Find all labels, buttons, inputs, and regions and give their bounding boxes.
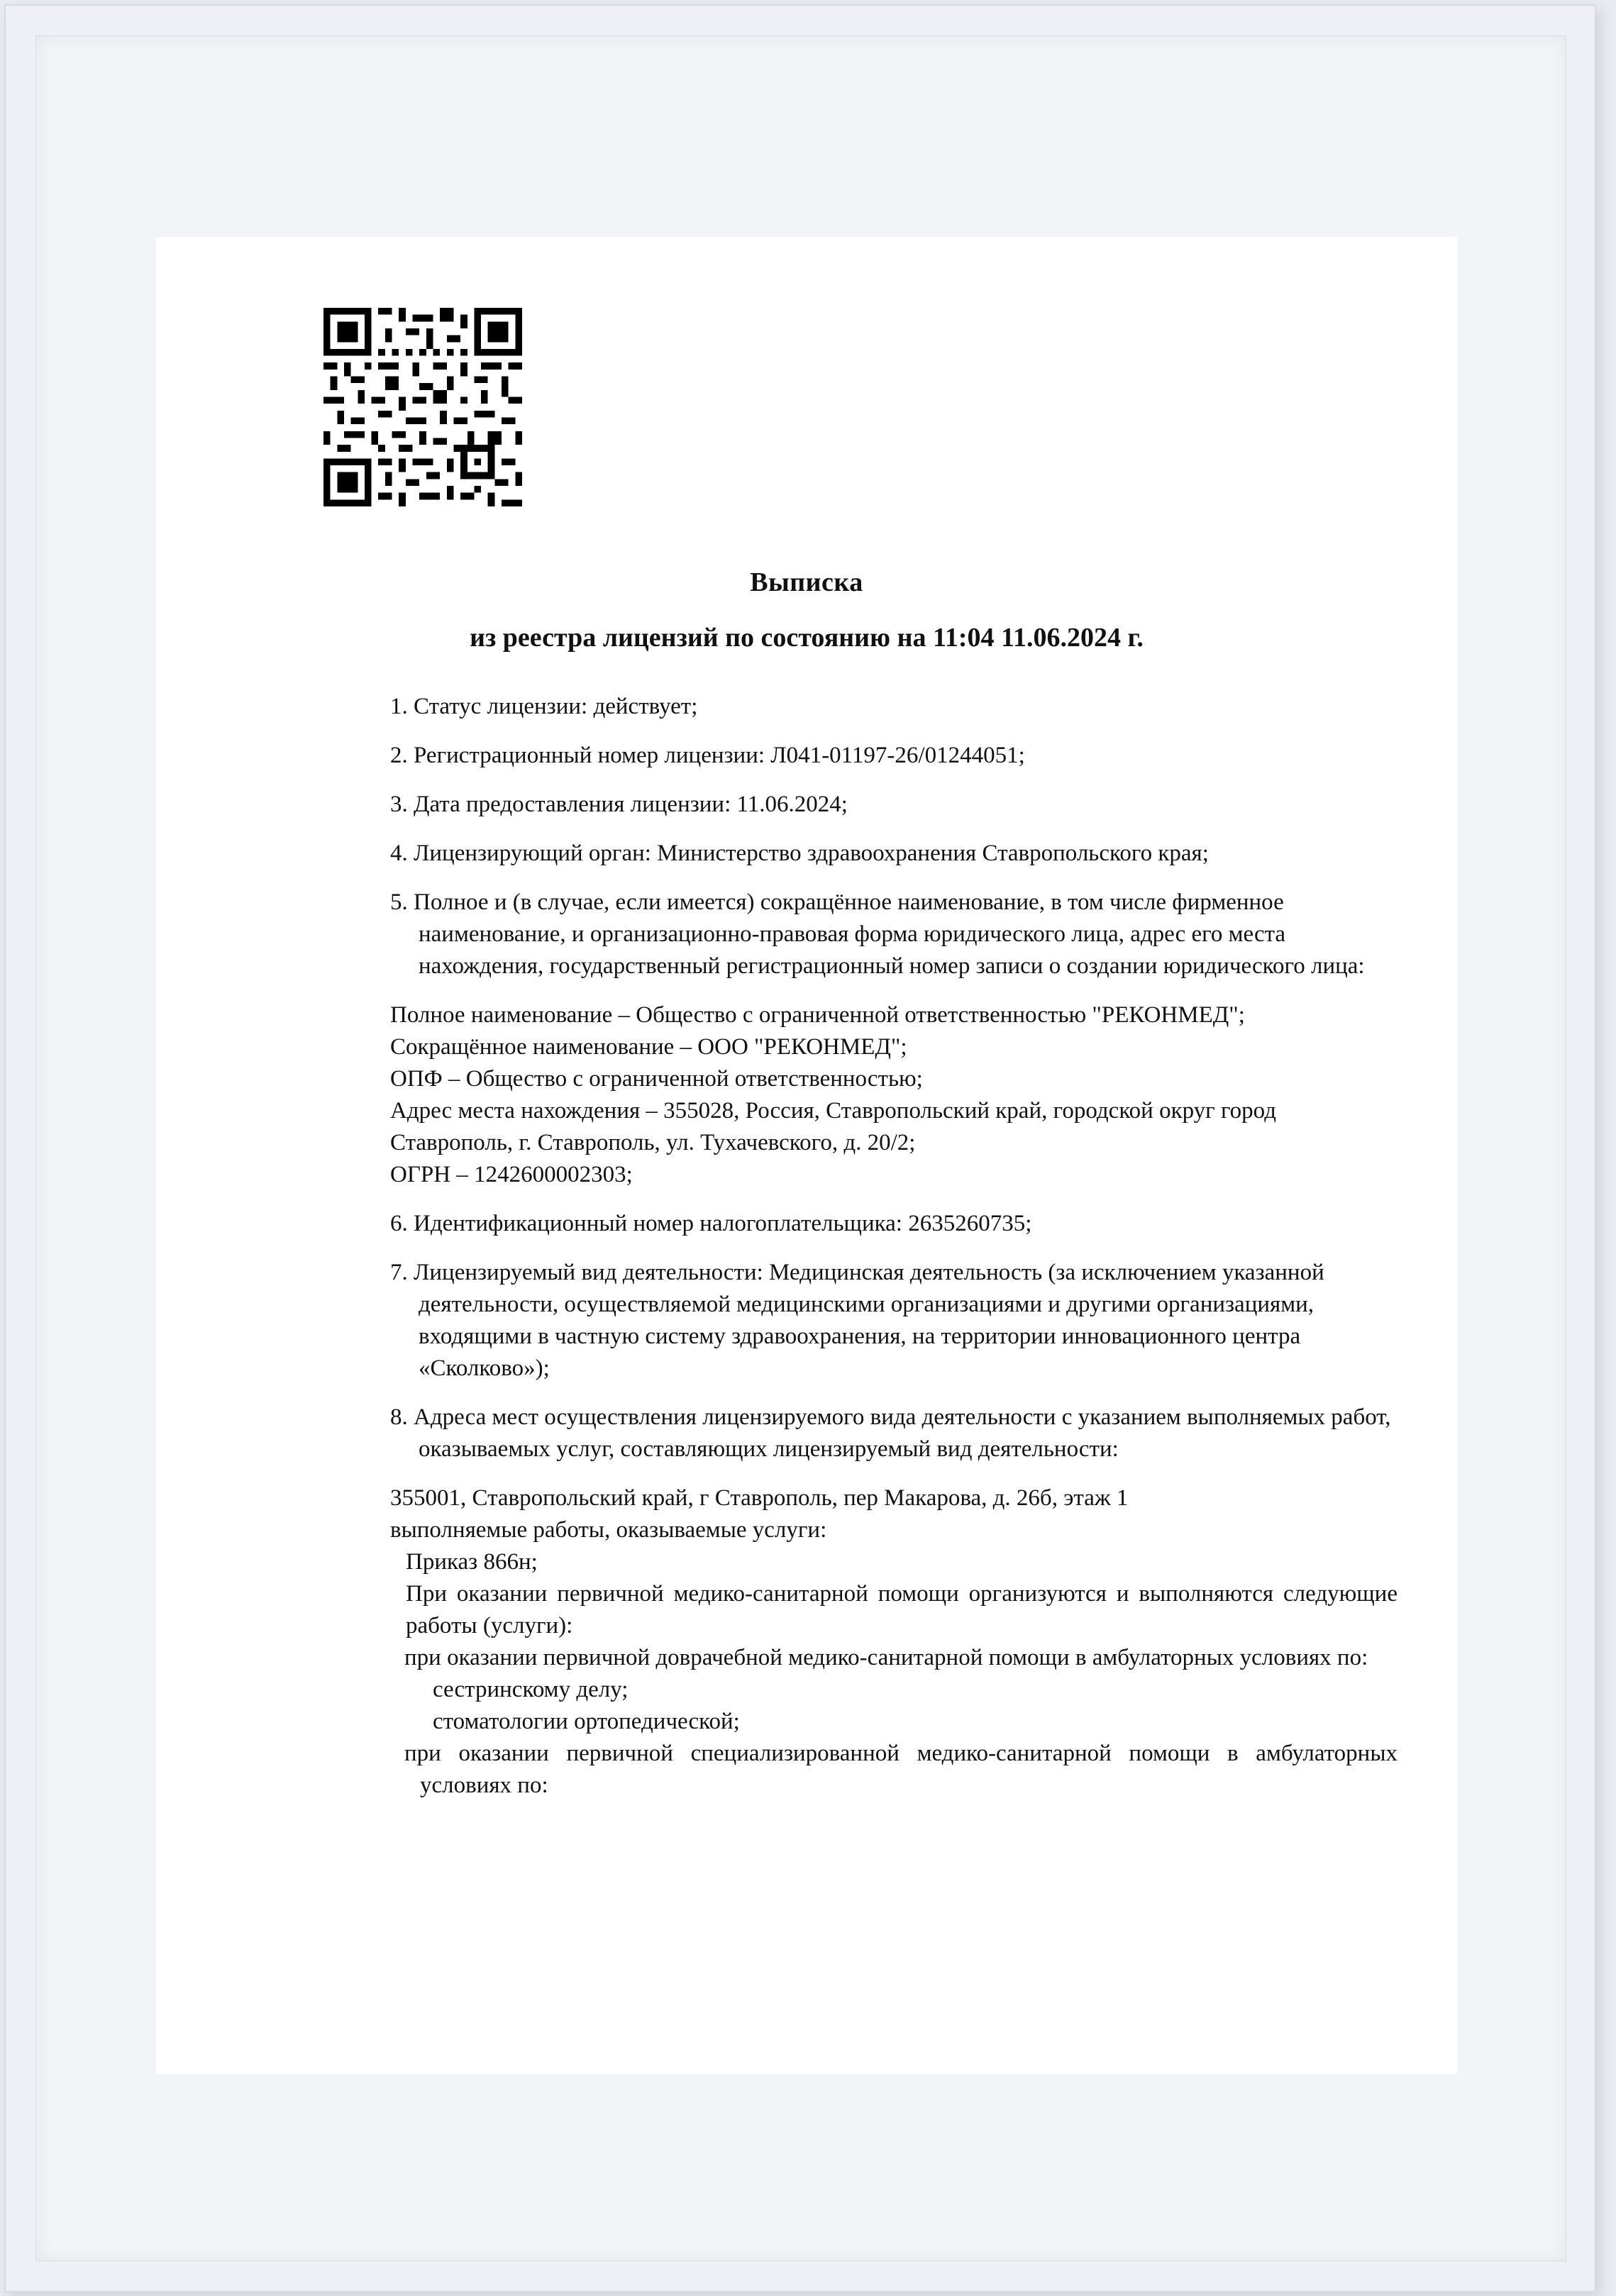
works-heading: выполняемые работы, оказываемые услуги: xyxy=(390,1517,827,1543)
org-ogrn: ОГРН – 1242600002303; xyxy=(390,1162,633,1187)
item-activity-type: 7. Лицензируемый вид деятельности: Медицинская деятельность (за исключением указанной деятельности, осуществляемой медицинскими организациями и другими организациями, входящими в частную систему здравоохранения, на территории инновационного центра «Сколково»); xyxy=(390,1260,1324,1381)
works-block xyxy=(390,1482,1398,1802)
qr-code-icon xyxy=(323,308,522,506)
item-registration-number: 2. Регистрационный номер лицензии: Л041-01197-26/01244051; xyxy=(390,743,1025,768)
works-address: 355001, Ставропольский край, г Ставрополь, пер Макарова, д. 26б, этаж 1 xyxy=(390,1485,1129,1511)
document-body xyxy=(390,691,1398,1802)
org-full-name: Полное наименование – Общество с ограниченной ответственностью "РЕКОНМЕД"; xyxy=(390,1002,1245,1028)
works-specialized: при оказании первичной специализированной медико-санитарной помощи в амбулаторных условиях по: xyxy=(404,1741,1398,1798)
document-subtitle: из реестра лицензий по состоянию на 11:04 11.06.2024 г. xyxy=(470,623,1144,653)
item-activity-addresses: 8. Адреса мест осуществления лицензируемого вида деятельности с указанием выполняемых работ, оказываемых услуг, составляющих лицензируемый вид деятельности: xyxy=(390,1404,1391,1462)
item-license-date: 3. Дата предоставления лицензии: 11.06.2024; xyxy=(390,792,848,817)
works-primary: При оказании первичной медико-санитарной помощи организуются и выполняются следующие работы (услуги): xyxy=(406,1581,1398,1638)
org-details xyxy=(390,999,1398,1191)
org-address-line2: Ставрополь, г. Ставрополь, ул. Тухачевского, д. 20/2; xyxy=(390,1130,916,1155)
works-nursing: сестринскому делу; xyxy=(433,1677,629,1702)
item-org-name-heading: 5. Полное и (в случае, если имеется) сокращённое наименование, в том числе фирменное наименование, и организационно-правовая форма юридического лица, адрес его места нахождения, государственный регистрационный номер записи о создании юридического лица: xyxy=(390,889,1365,979)
org-short-name: Сокращённое наименование – ООО "РЕКОНМЕД"; xyxy=(390,1034,907,1060)
item-license-status: 1. Статус лицензии: действует; xyxy=(390,694,698,719)
item-inn: 6. Идентификационный номер налогоплательщика: 2635260735; xyxy=(390,1211,1032,1236)
item-licensing-authority: 4. Лицензирующий орган: Министерство здравоохранения Ставропольского края; xyxy=(390,841,1209,866)
works-order: Приказ 866н; xyxy=(406,1549,538,1575)
document-title: Выписка xyxy=(750,567,863,597)
org-opf: ОПФ – Общество с ограниченной ответственностью; xyxy=(390,1066,923,1092)
works-ortho: стоматологии ортопедической; xyxy=(433,1709,740,1734)
works-prevrach: при оказании первичной доврачебной медико-санитарной помощи в амбулаторных условиях по: xyxy=(404,1645,1368,1670)
org-address-line1: Адрес места нахождения – 355028, Россия, Ставропольский край, городской округ город xyxy=(390,1098,1277,1124)
document-page xyxy=(156,237,1457,2074)
